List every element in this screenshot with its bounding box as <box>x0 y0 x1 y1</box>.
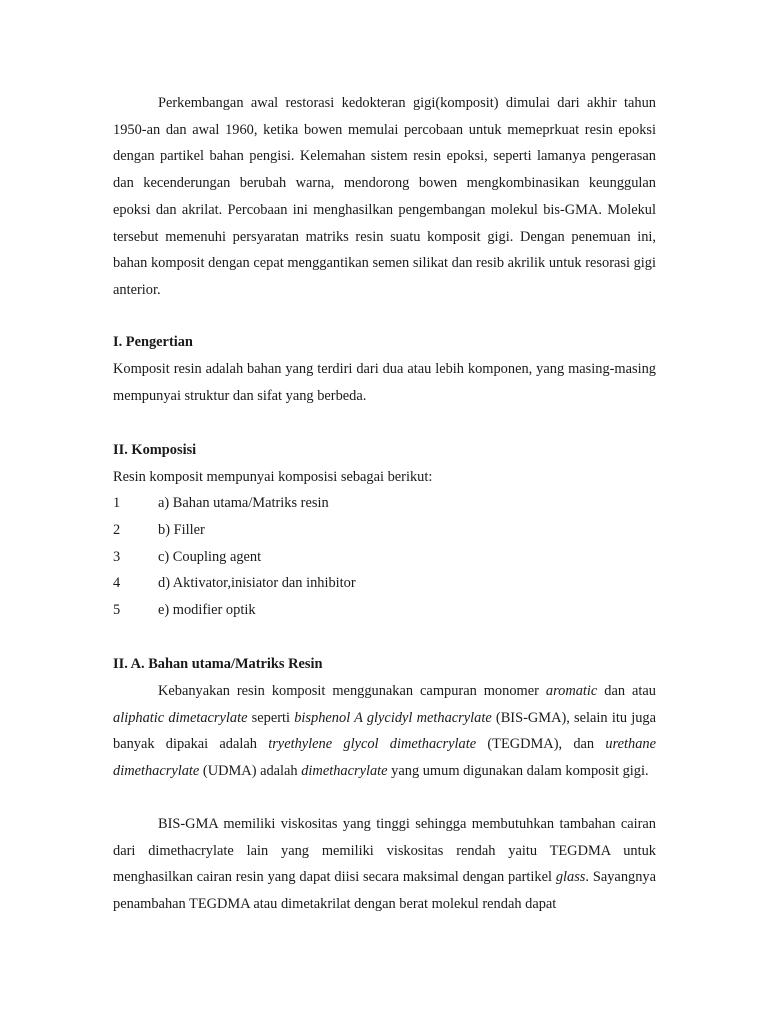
list-item <box>113 517 205 543</box>
list-number: 4 <box>113 575 121 591</box>
list-text: a) Bahan utama/Matriks resin <box>158 495 329 511</box>
list-text: b) Filler <box>158 522 205 538</box>
matriks-paragraph-1: Kebanyakan resin komposit menggunakan campuran monomer aromatic dan atau aliphatic dimetacrylate seperti bisphenol A glycidyl methacrylate (BIS-GMA), selain itu juga banyak dipakai adalah tryethylene glycol dimethacrylate (TEGDMA), dan urethane dimethacrylate (UDMA) adalah dimethacrylate yang umum digunakan dalam komposit gigi. <box>113 683 656 780</box>
list-text: c) Coupling agent <box>158 549 262 565</box>
pengertian-paragraph: Komposit resin adalah bahan yang terdiri dari dua atau lebih komponen, yang masing-masing mempunyai struktur dan sifat yang berbeda. <box>113 361 656 404</box>
list-number: 5 <box>113 602 121 618</box>
term-italic: aliphatic dimetacrylate <box>113 709 248 726</box>
komposisi-intro: Resin komposit mempunyai komposisi sebagai berikut: <box>113 469 433 485</box>
list-item <box>113 544 261 570</box>
list-item <box>113 570 356 596</box>
list-number: 1 <box>113 495 121 511</box>
section-heading-matriks-resin: II. A. Bahan utama/Matriks Resin <box>113 656 323 672</box>
list-item <box>113 490 329 516</box>
term-italic: dimethacrylate <box>301 763 388 780</box>
section-heading-pengertian: I. Pengertian <box>113 334 193 350</box>
list-number: 2 <box>113 522 121 538</box>
matriks-paragraph-2: BIS-GMA memiliki viskositas yang tinggi sehingga membutuhkan tambahan cairan dari dimethacrylate lain yang memiliki viskositas rendah yaitu TEGDMA untuk menghasilkan cairan resin yang dapat diisi secara maksimal dengan partikel glass. Sayangnya penambahan TEGDMA atau dimetakrilat dengan berat molekul rendah dapat <box>113 816 656 913</box>
list-item <box>113 597 256 623</box>
term-italic: tryethylene glycol dimethacrylate <box>268 736 477 753</box>
list-number: 3 <box>113 549 121 565</box>
term-italic: bisphenol A glycidyl methacrylate <box>294 709 492 726</box>
term-italic: aromatic <box>545 683 598 699</box>
term-italic: glass <box>555 869 586 886</box>
intro-paragraph: Perkembangan awal restorasi kedokteran gigi(komposit) dimulai dari akhir tahun 1950-an dan awal 1960, ketika bowen memulai percobaan untuk memeprkuat resin epoksi dengan partikel bahan pengisi. Kelemahan sistem resin epoksi, seperti lamanya pengerasan dan kecenderungan berubah warna, mendorong bowen mengkombinasikan keunggulan epoksi dan akrilat. Percobaan ini menghasilkan pengembangan molekul bis-GMA. Molekul tersebut memenuhi persyaratan matriks resin suatu komposit gigi. Dengan penemuan ini, bahan komposit dengan cepat menggantikan semen silikat dan resib akrilik untuk resorasi gigi anterior. <box>113 95 656 298</box>
term-italic: urethane dimethacrylate <box>113 736 656 780</box>
list-text: e) modifier optik <box>158 602 256 618</box>
section-heading-komposisi: II. Komposisi <box>113 442 197 458</box>
list-text: d) Aktivator,inisiator dan inhibitor <box>158 575 356 591</box>
